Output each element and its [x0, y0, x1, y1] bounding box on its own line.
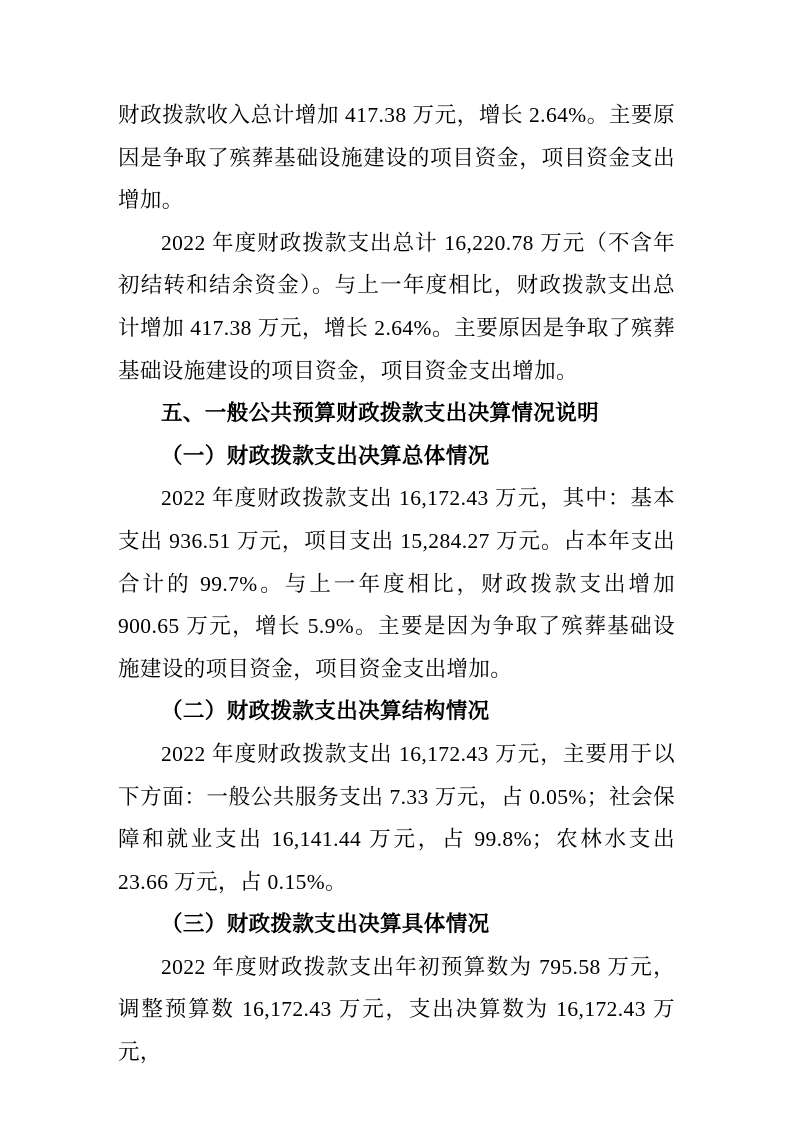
body-paragraph: 2022 年度财政拨款支出 16,172.43 万元，主要用于以下方面：一般公共服务支出 7.33 万元，占 0.05%；社会保障和就业支出 16,141.44 万元，占 99.8%；农林水支出 23.66 万元，占 0.15%。	[118, 741, 675, 894]
body-paragraph: 财政拨款收入总计增加 417.38 万元，增长 2.64%。主要原因是争取了殡葬基础设施建设的项目资金，项目资金支出增加。	[118, 103, 675, 213]
section-heading: （一）财政拨款支出决算总体情况	[161, 443, 490, 468]
section-heading: （三）财政拨款支出决算具体情况	[161, 912, 490, 937]
section-heading: 五、一般公共预算财政拨款支出决算情况说明	[161, 401, 600, 426]
body-paragraph: 2022 年度财政拨款支出年初预算数为 795.58 万元，调整预算数 16,172.43 万元，支出决算数为 16,172.43 万元，	[118, 954, 675, 1065]
body-paragraph: 2022 年度财政拨款支出总计 16,220.78 万元（不含年初结转和结余资金）。与上一年度相比，财政拨款支出总计增加 417.38 万元，增长 2.64%。主要原因是争取了殡葬基础设施建设的项目资金，项目资金支出增加。	[118, 230, 675, 383]
document-content	[118, 94, 675, 1074]
body-paragraph: 2022 年度财政拨款支出 16,172.43 万元，其中：基本支出 936.51 万元，项目支出 15,284.27 万元。占本年支出合计的 99.7%。与上一年度相比，财政拨款支出增加 900.65 万元，增长 5.9%。主要是因为争取了殡葬基础设施建设的项目资金，项目资金支出增加。	[118, 486, 675, 681]
section-heading: （二）财政拨款支出决算结构情况	[161, 699, 490, 724]
